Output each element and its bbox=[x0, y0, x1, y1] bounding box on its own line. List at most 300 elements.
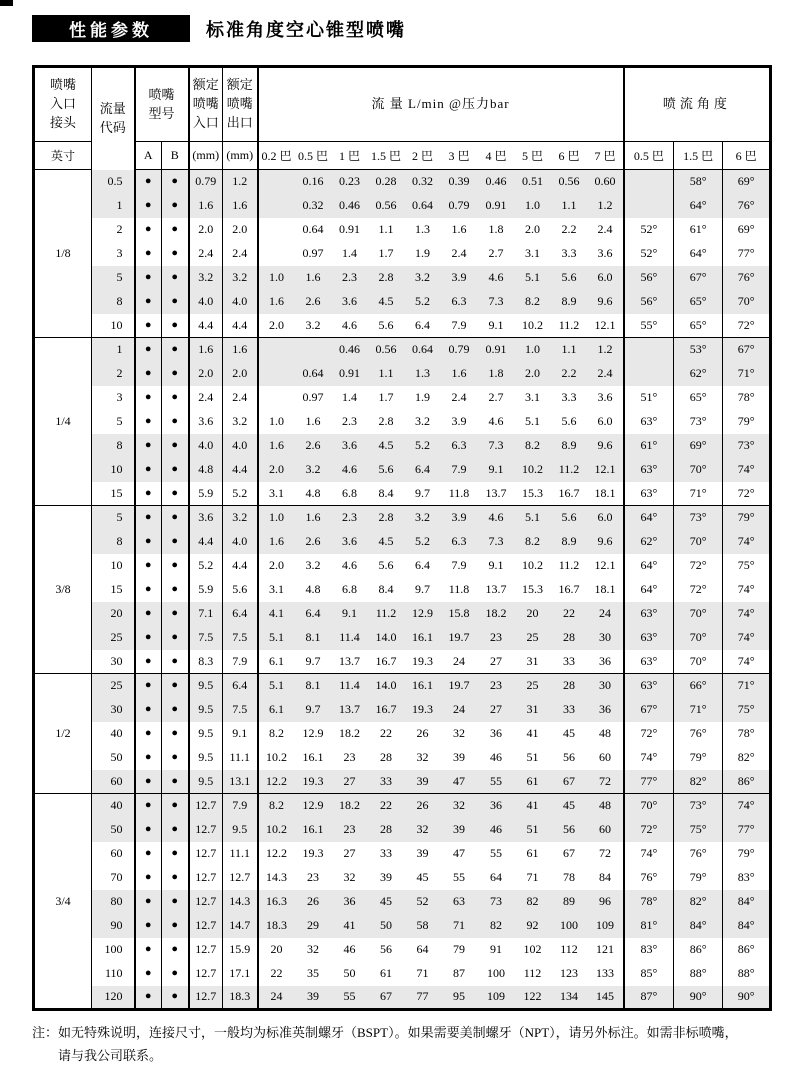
flow-value-cell: 0.91 bbox=[478, 194, 515, 218]
flow-code-cell: 2 bbox=[92, 218, 135, 242]
flow-value-cell: 2.4 bbox=[451, 246, 467, 260]
spray-angle-cell: 86° bbox=[723, 770, 771, 794]
flow-value-cell: 72 bbox=[588, 842, 624, 866]
flow-code-cell: 3 bbox=[92, 386, 135, 410]
flow-value-cell: 3.6 bbox=[588, 386, 624, 410]
flow-value-cell: 15.8 bbox=[441, 602, 478, 626]
flow-code-cell: 5 bbox=[92, 506, 135, 530]
inlet-diameter-cell: 4.4 bbox=[189, 314, 223, 338]
model-a-marker: ● bbox=[135, 986, 162, 1010]
flow-value-cell: 51 bbox=[526, 750, 539, 764]
flow-value-cell: 145 bbox=[588, 986, 624, 1010]
model-b-marker: ● bbox=[162, 338, 189, 362]
flow-value-cell: 58 bbox=[405, 914, 441, 938]
outlet-diameter-cell: 3.2 bbox=[223, 506, 258, 530]
flow-value-cell: 2.0 bbox=[269, 317, 284, 332]
spec-table bbox=[32, 65, 772, 1011]
flow-value-cell: 1.0 bbox=[269, 414, 284, 428]
spray-angle-cell: 69° bbox=[723, 170, 771, 194]
table-row bbox=[34, 962, 771, 986]
table-row bbox=[34, 434, 771, 458]
flow-value-cell: 109 bbox=[478, 986, 515, 1010]
header-flow-code: 流量 代码 bbox=[92, 67, 135, 170]
model-a-marker: ● bbox=[135, 434, 162, 458]
flow-value-cell: 30 bbox=[588, 626, 624, 650]
flow-value-cell: 13.7 bbox=[332, 698, 368, 722]
inlet-diameter-cell: 9.5 bbox=[189, 698, 223, 722]
inlet-diameter-cell: 5.9 bbox=[189, 482, 223, 506]
flow-code-cell: 70 bbox=[92, 866, 135, 890]
spray-angle-cell: 55° bbox=[624, 314, 674, 338]
header-pressure-7bar: 7 巴 bbox=[588, 142, 624, 170]
flow-value-cell: 12.9 bbox=[302, 726, 324, 740]
flow-value-cell: 122 bbox=[515, 986, 551, 1010]
header-pressure-1.5bar: 1.5 巴 bbox=[368, 142, 405, 170]
footnote-prefix: 注： bbox=[32, 1025, 59, 1040]
flow-value-cell: 0.64 bbox=[405, 194, 441, 218]
flow-value-cell: 77 bbox=[405, 986, 441, 1010]
outlet-diameter-cell: 4.4 bbox=[223, 458, 258, 482]
flow-value-cell: 9.7 bbox=[305, 653, 321, 668]
table-row bbox=[34, 890, 771, 914]
flow-value-cell: 19.3 bbox=[295, 770, 332, 794]
spray-angle-cell: 69° bbox=[737, 222, 755, 236]
outlet-diameter-cell: 4.0 bbox=[223, 290, 258, 314]
flow-value-cell: 0.56 bbox=[368, 338, 405, 362]
inlet-diameter-cell: 5.9 bbox=[189, 578, 223, 602]
flow-value-cell: 5.2 bbox=[405, 530, 441, 554]
flow-value-cell: 1.8 bbox=[478, 362, 515, 386]
flow-value-cell: 19.3 bbox=[302, 846, 324, 860]
flow-value-cell: 71 bbox=[526, 870, 539, 884]
flow-value-cell: 1.0 bbox=[515, 338, 551, 362]
model-b-marker: ● bbox=[162, 458, 189, 482]
inlet-diameter-cell: 4.4 bbox=[189, 530, 223, 554]
model-b-marker: ● bbox=[162, 746, 189, 770]
model-a-marker: ● bbox=[135, 890, 162, 914]
spray-angle-cell bbox=[624, 170, 674, 194]
flow-value-cell: 6.3 bbox=[441, 434, 478, 458]
flow-value-cell: 0.23 bbox=[332, 170, 368, 194]
flow-value-cell: 47 bbox=[441, 770, 478, 794]
spray-angle-cell: 79° bbox=[674, 866, 723, 890]
flow-value-cell: 6.1 bbox=[258, 698, 295, 722]
flow-code-cell: 1 bbox=[92, 338, 135, 362]
flow-value-cell: 39 bbox=[295, 986, 332, 1010]
outlet-diameter-cell: 1.2 bbox=[223, 170, 258, 194]
flow-code-cell: 8 bbox=[92, 434, 135, 458]
flow-value-cell: 4.6 bbox=[478, 506, 515, 530]
flow-value-cell: 10.2 bbox=[522, 558, 543, 572]
table-row bbox=[34, 290, 771, 314]
flow-value-cell: 18.2 bbox=[339, 726, 360, 740]
model-b-marker: ● bbox=[162, 362, 189, 386]
flow-value-cell: 36 bbox=[588, 650, 624, 674]
table-row bbox=[34, 338, 771, 362]
inlet-diameter-cell: 4.8 bbox=[189, 458, 223, 482]
footnote-body bbox=[58, 1022, 777, 1068]
flow-value-cell: 3.9 bbox=[441, 266, 478, 290]
spray-angle-cell: 64° bbox=[624, 506, 674, 530]
flow-value-cell: 0.46 bbox=[332, 194, 368, 218]
flow-value-cell: 133 bbox=[588, 962, 624, 986]
flow-code-cell: 50 bbox=[92, 818, 135, 842]
outlet-diameter-cell: 9.5 bbox=[223, 818, 258, 842]
flow-value-cell: 28 bbox=[380, 750, 392, 764]
flow-value-cell: 82 bbox=[478, 914, 515, 938]
flow-value-cell: 0.64 bbox=[295, 362, 332, 386]
outlet-diameter-cell: 2.0 bbox=[223, 362, 258, 386]
flow-code-cell: 120 bbox=[92, 986, 135, 1010]
flow-value-cell: 64 bbox=[490, 870, 502, 884]
flow-value-cell: 13.7 bbox=[485, 582, 507, 596]
spray-angle-cell: 76° bbox=[624, 866, 674, 890]
flow-code-cell: 10 bbox=[92, 458, 135, 482]
flow-value-cell: 33 bbox=[563, 653, 575, 668]
outlet-diameter-cell: 9.1 bbox=[223, 722, 258, 746]
flow-value-cell: 0.91 bbox=[339, 222, 360, 236]
flow-value-cell: 25 bbox=[515, 674, 551, 698]
flow-value-cell: 3.9 bbox=[451, 414, 467, 428]
flow-value-cell: 5.6 bbox=[378, 317, 394, 332]
flow-value-cell: 45 bbox=[551, 794, 588, 818]
inlet-diameter-cell: 1.6 bbox=[189, 338, 223, 362]
flow-value-cell: 1.0 bbox=[258, 506, 295, 530]
flow-value-cell: 64 bbox=[416, 942, 429, 956]
flow-value-cell: 1.6 bbox=[258, 530, 295, 554]
flow-value-cell: 12.9 bbox=[405, 602, 441, 626]
flow-value-cell: 9.1 bbox=[478, 458, 515, 482]
outlet-diameter-cell: 14.7 bbox=[223, 914, 258, 938]
spray-angle-cell: 63° bbox=[624, 482, 674, 506]
model-a-marker: ● bbox=[135, 746, 162, 770]
flow-value-cell: 2.0 bbox=[269, 558, 284, 572]
spray-angle-cell: 86° bbox=[737, 942, 755, 956]
spray-angle-cell: 72° bbox=[737, 317, 755, 332]
model-a-marker: ● bbox=[135, 842, 162, 866]
spray-angle-cell: 72° bbox=[674, 554, 723, 578]
flow-value-cell: 1.6 bbox=[295, 506, 332, 530]
flow-value-cell: 2.8 bbox=[368, 266, 405, 290]
spray-angle-cell: 53° bbox=[674, 338, 723, 362]
header-pressure-6bar: 6 巴 bbox=[551, 142, 588, 170]
model-b-marker: ● bbox=[162, 698, 189, 722]
flow-value-cell: 14.3 bbox=[266, 870, 287, 884]
spray-angle-cell: 74° bbox=[723, 626, 771, 650]
flow-value-cell: 100 bbox=[487, 966, 505, 980]
table-row bbox=[34, 770, 771, 794]
flow-value-cell: 3.1 bbox=[269, 485, 284, 500]
flow-value-cell: 5.1 bbox=[515, 506, 551, 530]
flow-value-cell: 50 bbox=[343, 966, 356, 980]
flow-value-cell: 23 bbox=[478, 626, 515, 650]
flow-value-cell: 28 bbox=[551, 626, 588, 650]
inlet-diameter-cell: 7.1 bbox=[189, 602, 223, 626]
flow-value-cell: 9.6 bbox=[588, 530, 624, 554]
header-flow-title: 流 量 L/min @压力bar bbox=[258, 67, 624, 142]
model-a-marker: ● bbox=[135, 578, 162, 602]
flow-value-cell: 22 bbox=[270, 966, 283, 980]
spray-angle-cell: 65° bbox=[674, 314, 723, 338]
flow-value-cell: 13.7 bbox=[485, 485, 507, 500]
flow-value-cell: 2.6 bbox=[295, 530, 332, 554]
flow-value-cell: 2.3 bbox=[342, 414, 357, 428]
flow-value-cell: 67 bbox=[551, 770, 588, 794]
outlet-diameter-cell: 4.4 bbox=[223, 554, 258, 578]
flow-value-cell: 18.3 bbox=[258, 914, 295, 938]
flow-value-cell: 3.6 bbox=[332, 290, 368, 314]
flow-value-cell: 18.1 bbox=[588, 578, 624, 602]
flow-value-cell: 19.7 bbox=[441, 674, 478, 698]
flow-value-cell: 5.1 bbox=[515, 266, 551, 290]
outlet-diameter-cell: 7.5 bbox=[223, 698, 258, 722]
outlet-diameter-cell: 12.7 bbox=[223, 866, 258, 890]
outlet-diameter-cell: 13.1 bbox=[223, 770, 258, 794]
flow-value-cell: 16.1 bbox=[405, 674, 441, 698]
flow-value-cell: 2.8 bbox=[378, 414, 394, 428]
model-b-marker: ● bbox=[162, 794, 189, 818]
spray-angle-cell: 66° bbox=[674, 674, 723, 698]
flow-value-cell: 1.3 bbox=[415, 222, 430, 236]
table-row bbox=[34, 482, 771, 506]
spray-angle-cell: 56° bbox=[624, 266, 674, 290]
spray-angle-cell: 62° bbox=[624, 530, 674, 554]
outlet-diameter-cell: 1.6 bbox=[223, 338, 258, 362]
spray-angle-cell: 73° bbox=[723, 434, 771, 458]
spray-angle-cell: 70° bbox=[674, 650, 723, 674]
inlet-diameter-cell: 12.7 bbox=[189, 962, 223, 986]
flow-value-cell: 1.7 bbox=[378, 390, 394, 404]
spray-angle-cell: 90° bbox=[723, 986, 771, 1010]
inlet-diameter-cell: 12.7 bbox=[189, 890, 223, 914]
flow-value-cell bbox=[258, 338, 295, 362]
spray-angle-cell: 71° bbox=[674, 482, 723, 506]
model-a-marker: ● bbox=[135, 770, 162, 794]
model-b-marker: ● bbox=[162, 266, 189, 290]
flow-value-cell: 4.6 bbox=[332, 458, 368, 482]
flow-value-cell: 134 bbox=[551, 986, 588, 1010]
flow-value-cell: 3.3 bbox=[561, 390, 577, 404]
flow-value-cell: 60 bbox=[588, 746, 624, 770]
inlet-diameter-cell: 12.7 bbox=[189, 794, 223, 818]
flow-value-cell: 6.8 bbox=[342, 582, 357, 596]
spray-angle-cell: 79° bbox=[723, 506, 771, 530]
spray-angle-cell: 78° bbox=[737, 390, 755, 404]
flow-value-cell: 31 bbox=[526, 653, 539, 668]
flow-value-cell: 0.60 bbox=[588, 170, 624, 194]
flow-value-cell: 32 bbox=[416, 750, 429, 764]
flow-value-cell: 39 bbox=[453, 750, 465, 764]
inlet-diameter-cell: 5.2 bbox=[189, 554, 223, 578]
flow-code-cell: 40 bbox=[92, 794, 135, 818]
flow-code-cell: 30 bbox=[92, 698, 135, 722]
flow-value-cell: 0.46 bbox=[478, 170, 515, 194]
inlet-diameter-cell: 8.3 bbox=[189, 650, 223, 674]
flow-code-cell: 40 bbox=[92, 722, 135, 746]
flow-value-cell: 2.7 bbox=[488, 390, 504, 404]
flow-value-cell: 4.6 bbox=[488, 414, 504, 428]
flow-value-cell: 27 bbox=[478, 698, 515, 722]
flow-value-cell: 2.2 bbox=[561, 222, 577, 236]
flow-value-cell: 24 bbox=[258, 986, 295, 1010]
flow-value-cell bbox=[258, 242, 295, 266]
flow-code-cell: 30 bbox=[92, 650, 135, 674]
flow-value-cell: 46 bbox=[478, 818, 515, 842]
flow-value-cell: 16.3 bbox=[258, 890, 295, 914]
spray-angle-cell: 83° bbox=[624, 938, 674, 962]
table-row bbox=[34, 170, 771, 194]
inlet-diameter-cell: 2.4 bbox=[189, 242, 223, 266]
inlet-diameter-cell: 4.0 bbox=[189, 434, 223, 458]
model-a-marker: ● bbox=[135, 674, 162, 698]
outlet-diameter-cell: 18.3 bbox=[223, 986, 258, 1010]
flow-value-cell: 3.2 bbox=[415, 414, 430, 428]
spray-angle-cell: 76° bbox=[723, 194, 771, 218]
spray-angle-cell: 63° bbox=[624, 674, 674, 698]
spray-angle-cell: 72° bbox=[737, 485, 755, 500]
flow-value-cell bbox=[258, 362, 295, 386]
flow-value-cell: 8.2 bbox=[515, 530, 551, 554]
flow-value-cell: 3.2 bbox=[295, 458, 332, 482]
flow-value-cell: 71 bbox=[441, 914, 478, 938]
table-row bbox=[34, 242, 771, 266]
flow-value-cell: 6.1 bbox=[269, 653, 284, 668]
header-nozzle-model: 喷嘴 型号 bbox=[135, 67, 189, 142]
flow-value-cell: 22 bbox=[551, 602, 588, 626]
model-a-marker: ● bbox=[135, 962, 162, 986]
flow-value-cell: 3.1 bbox=[269, 582, 284, 596]
flow-value-cell: 7.3 bbox=[478, 290, 515, 314]
flow-value-cell: 23 bbox=[332, 818, 368, 842]
flow-value-cell: 1.1 bbox=[551, 338, 588, 362]
flow-value-cell: 2.6 bbox=[295, 434, 332, 458]
flow-value-cell: 5.6 bbox=[551, 266, 588, 290]
table-row bbox=[34, 266, 771, 290]
flow-value-cell: 4.6 bbox=[478, 266, 515, 290]
flow-value-cell: 2.6 bbox=[295, 290, 332, 314]
flow-value-cell: 4.5 bbox=[368, 530, 405, 554]
flow-value-cell: 2.3 bbox=[332, 266, 368, 290]
spray-angle-cell: 82° bbox=[674, 890, 723, 914]
flow-value-cell: 1.1 bbox=[551, 194, 588, 218]
table-row bbox=[34, 986, 771, 1010]
spray-angle-cell: 78° bbox=[624, 890, 674, 914]
outlet-diameter-cell: 5.6 bbox=[223, 578, 258, 602]
flow-value-cell: 87 bbox=[453, 966, 465, 980]
spray-angle-cell: 82° bbox=[674, 770, 723, 794]
outlet-diameter-cell: 6.4 bbox=[223, 602, 258, 626]
outlet-diameter-cell: 15.9 bbox=[223, 938, 258, 962]
model-a-marker: ● bbox=[135, 386, 162, 410]
spray-angle-cell bbox=[624, 338, 674, 362]
flow-value-cell: 2.4 bbox=[588, 362, 624, 386]
flow-value-cell: 82 bbox=[515, 890, 551, 914]
flow-value-cell: 32 bbox=[453, 726, 465, 740]
flow-value-cell: 1.2 bbox=[588, 338, 624, 362]
flow-code-cell: 1 bbox=[92, 194, 135, 218]
flow-value-cell: 8.1 bbox=[295, 674, 332, 698]
flow-code-cell: 2 bbox=[92, 362, 135, 386]
flow-value-cell: 9.7 bbox=[295, 698, 332, 722]
flow-value-cell: 46 bbox=[343, 942, 356, 956]
flow-value-cell: 26 bbox=[416, 726, 429, 740]
flow-value-cell: 23 bbox=[307, 870, 319, 884]
flow-value-cell: 12.9 bbox=[295, 794, 332, 818]
outlet-diameter-cell: 4.4 bbox=[223, 314, 258, 338]
flow-code-cell: 60 bbox=[92, 770, 135, 794]
flow-value-cell: 19.3 bbox=[405, 698, 441, 722]
flow-value-cell: 1.8 bbox=[488, 222, 504, 236]
flow-value-cell: 0.56 bbox=[551, 170, 588, 194]
flow-value-cell: 10.2 bbox=[266, 750, 287, 764]
model-b-marker: ● bbox=[162, 482, 189, 506]
flow-value-cell: 5.1 bbox=[258, 626, 295, 650]
spray-angle-cell: 73° bbox=[674, 794, 723, 818]
table-row bbox=[34, 554, 771, 578]
flow-value-cell: 2.0 bbox=[525, 222, 540, 236]
flow-value-cell: 0.51 bbox=[515, 170, 551, 194]
table-row bbox=[34, 842, 771, 866]
spray-angle-cell: 71° bbox=[723, 362, 771, 386]
inlet-diameter-cell: 3.6 bbox=[189, 410, 223, 434]
model-b-marker: ● bbox=[162, 986, 189, 1010]
model-b-marker: ● bbox=[162, 410, 189, 434]
inlet-diameter-cell: 9.5 bbox=[189, 770, 223, 794]
flow-value-cell: 5.1 bbox=[525, 414, 540, 428]
spray-angle-cell: 84° bbox=[674, 914, 723, 938]
flow-code-cell: 20 bbox=[92, 602, 135, 626]
outlet-diameter-cell: 5.2 bbox=[223, 482, 258, 506]
model-b-marker: ● bbox=[162, 554, 189, 578]
flow-value-cell: 19.7 bbox=[441, 626, 478, 650]
spray-angle-cell: 69° bbox=[674, 434, 723, 458]
flow-value-cell: 9.6 bbox=[588, 290, 624, 314]
flow-value-cell: 72 bbox=[588, 770, 624, 794]
flow-value-cell: 56 bbox=[380, 942, 392, 956]
flow-value-cell: 11.2 bbox=[558, 558, 580, 572]
flow-value-cell: 50 bbox=[368, 914, 405, 938]
flow-value-cell: 2.7 bbox=[488, 246, 504, 260]
model-b-marker: ● bbox=[162, 626, 189, 650]
flow-value-cell: 0.32 bbox=[295, 194, 332, 218]
flow-value-cell: 2.8 bbox=[368, 506, 405, 530]
model-a-marker: ● bbox=[135, 698, 162, 722]
flow-value-cell: 5.2 bbox=[405, 434, 441, 458]
model-a-marker: ● bbox=[135, 218, 162, 242]
flow-value-cell: 55 bbox=[332, 986, 368, 1010]
flow-value-cell: 89 bbox=[551, 890, 588, 914]
flow-value-cell: 56 bbox=[563, 750, 575, 764]
flow-value-cell: 11.2 bbox=[368, 602, 405, 626]
inlet-size-label: 3/4 bbox=[34, 794, 92, 1010]
flow-value-cell: 8.2 bbox=[515, 290, 551, 314]
flow-value-cell: 12.2 bbox=[258, 770, 295, 794]
flow-value-cell bbox=[258, 218, 295, 242]
flow-value-cell: 7.9 bbox=[451, 317, 467, 332]
flow-value-cell: 39 bbox=[405, 770, 441, 794]
flow-value-cell: 12.1 bbox=[588, 314, 624, 338]
flow-value-cell: 1.1 bbox=[368, 362, 405, 386]
inlet-diameter-cell: 3.2 bbox=[189, 266, 223, 290]
spray-angle-cell: 64° bbox=[674, 194, 723, 218]
table-row bbox=[34, 410, 771, 434]
flow-value-cell: 24 bbox=[441, 698, 478, 722]
flow-value-cell: 6.3 bbox=[441, 290, 478, 314]
inlet-diameter-cell: 12.7 bbox=[189, 866, 223, 890]
spray-angle-cell: 52° bbox=[624, 242, 674, 266]
flow-value-cell: 123 bbox=[560, 966, 578, 980]
flow-value-cell: 16.7 bbox=[368, 698, 405, 722]
